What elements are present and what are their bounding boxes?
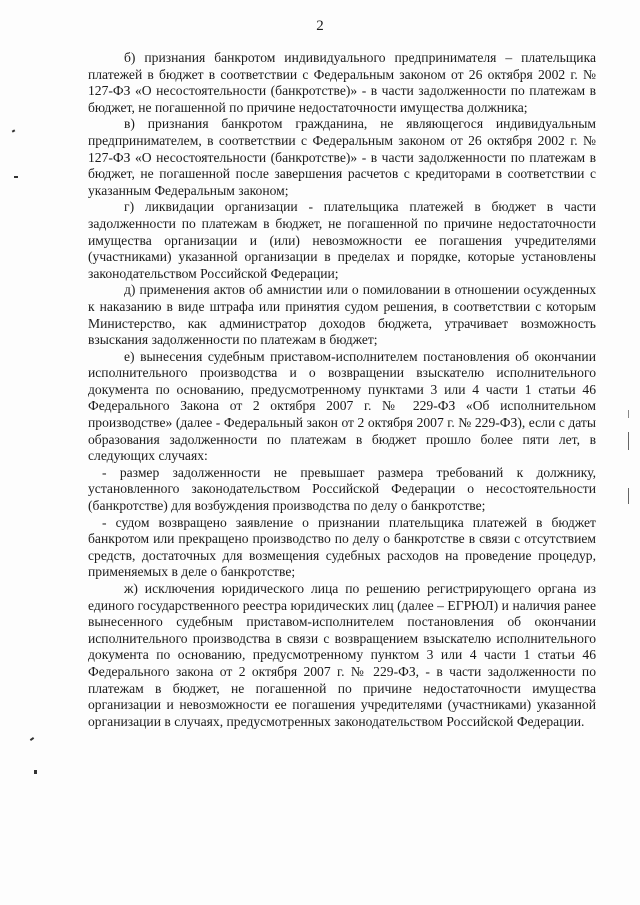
scan-mark	[628, 488, 629, 504]
scan-mark	[628, 432, 629, 450]
dash-item-1: - размер задолженности не превышает размера требований к должнику, установленного законодательством Российской Федерации о несостоятельности (банкротстве) для возбуждения производства по делу о банкротстве;	[88, 464, 596, 514]
paragraph-d: д) применения актов об амнистии или о помиловании в отношении осужденных к наказанию в виде штрафа или принятия судом решения, в соответствии с которым Министерство, как администратор доходов бюджета, утрачивает возможность взыскания задолженности по платежам в бюджет;	[88, 282, 596, 348]
paragraph-zh: ж) исключения юридического лица по решению регистрирующего органа из единого государственного реестра юридических лиц (далее – ЕГРЮЛ) и наличия ранее вынесенного судебным приставом-исполнителем постановления об окончании исполнительного производства в связи с возвращением взыскателю исполнительного документа по основанию, предусмотренному пунктом 3 или 4 части 1 статьи 46 Федерального закона от 2 октября 2007 г. № 229-ФЗ, - в части задолженности по платежам в бюджет, не погашенной по причине недостаточности имущества организации и невозможности ее погашения учредителями (участниками) указанной организации в случаях, предусмотренных законодательством Российской Федерации.	[88, 581, 596, 729]
scan-mark	[14, 176, 18, 178]
paragraph-g: г) ликвидации организации - плательщика платежей в бюджет в части задолженности по платежам в бюджет, не погашенной по причине недостаточности имущества организации и (или) невозможности ее погашения учредителями (участниками) указанной организации в пределах и порядке, которые установлены законодательством Российской Федерации;	[88, 199, 596, 281]
dash-item-2: - судом возвращено заявление о признании плательщика платежей в бюджет банкротом или прекращено производство по делу о банкротстве в связи с отсутствием средств, достаточных для возмещения судебных расходов на проведение процедур, применяемых в деле о банкротстве;	[88, 514, 596, 580]
page-number: 2	[316, 18, 324, 34]
scan-mark	[34, 770, 37, 774]
scan-mark	[12, 129, 16, 132]
paragraph-e: е) вынесения судебным приставом-исполнителем постановления об окончании исполнительного производства и о возвращении взыскателю исполнительного документа по основанию, предусмотренному пунктами 3 или 4 части 1 статьи 46 Федерального Закона от 2 октября 2007 г. № 229-ФЗ «Об исполнительном производстве» (далее - Федеральный закон от 2 октября 2007 г. № 229-ФЗ), если с даты образования задолженности по платежам в бюджет прошло более пяти лет, в следующих случаях:	[88, 348, 596, 464]
scan-mark	[628, 410, 629, 418]
paragraph-b: б) признания банкротом индивидуального предпринимателя – плательщика платежей в бюджет в соответствии с Федеральным законом от 26 октября 2002 г. № 127-ФЗ «О несостоятельности (банкротстве)» - в части задолженности по платежам в бюджет, не погашенной по причине недостаточности имущества должника;	[88, 50, 596, 115]
document-body	[88, 50, 596, 730]
scan-mark	[30, 737, 34, 741]
paragraph-v: в) признания банкротом гражданина, не являющегося индивидуальным предпринимателем, в соответствии с Федеральным законом от 26 октября 2002 г. № 127-ФЗ «О несостоятельности (банкротстве)» - в части задолженности по платежам в бюджет, не погашенной после завершения расчетов с кредиторами в соответствии с указанным Федеральным законом;	[88, 116, 596, 198]
